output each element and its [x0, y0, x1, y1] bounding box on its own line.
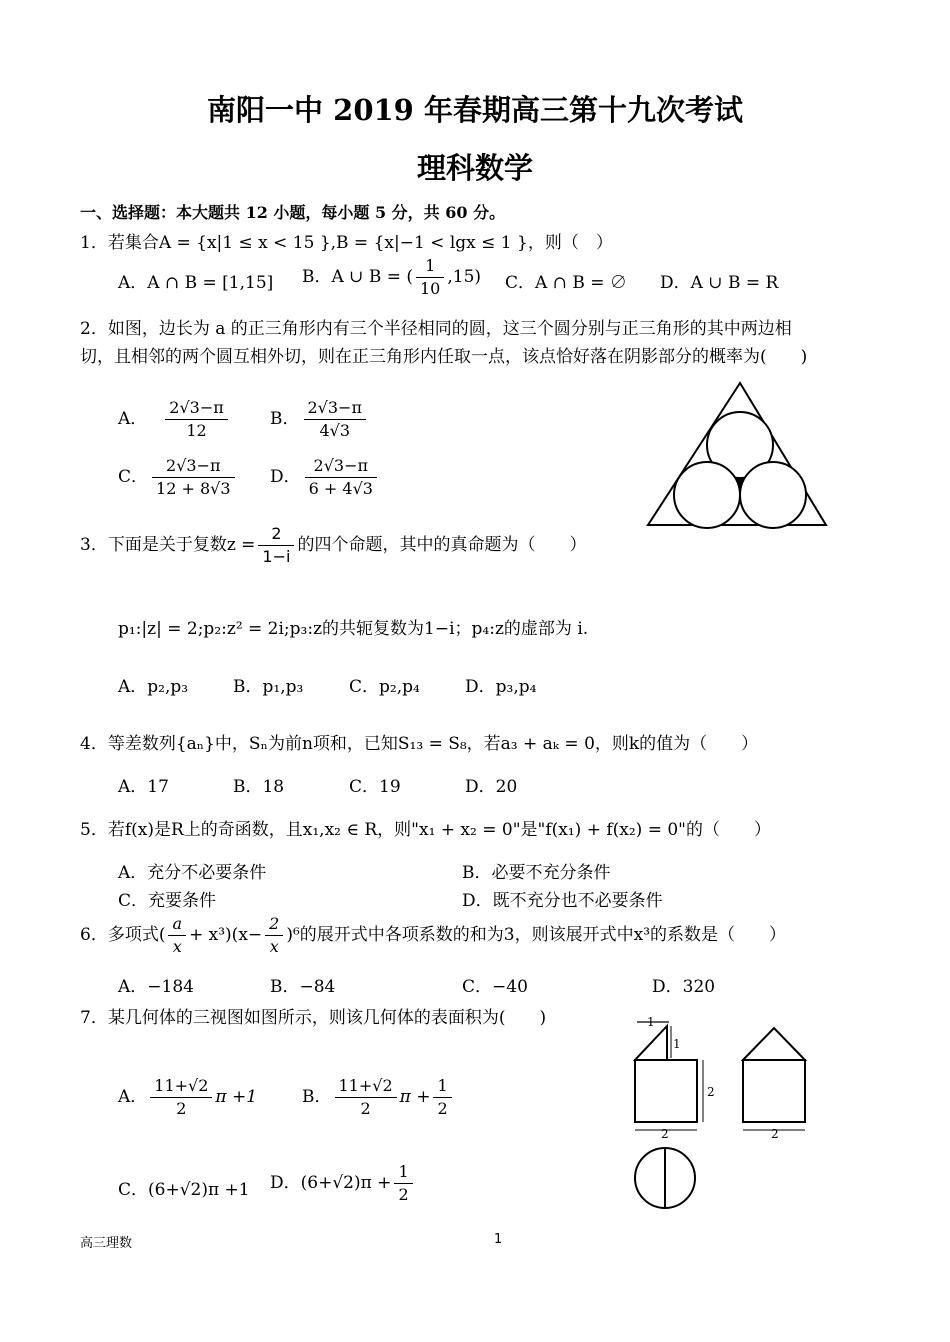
dim-top-width: 1: [647, 1015, 655, 1029]
q2-option-d: D． $\frac{2√3-\pi}{6 + 4√3}$: [270, 456, 380, 499]
q5-option-b: B．必要不充分条件: [462, 863, 611, 883]
circle-right: [740, 462, 806, 528]
q3-option-b: B．p₁,p₃: [233, 677, 304, 697]
page-title: 南阳一中 2019 年春期高三第十九次考试: [207, 93, 743, 127]
q3-option-a: A．p₂,p₃: [118, 677, 189, 697]
q1-option-b: B．A ∪ B = ( $\frac{1}{10}$ ,15): [302, 256, 482, 298]
question-4-stem: 4．等差数列{aₙ}中，Sₙ为前n项和，已知S₁₃ = S₈，若a₃ + aₖ = 0，则k的值为（ ）: [80, 734, 759, 754]
q6-option-b: B．−84: [270, 977, 336, 997]
q6-option-a: A．−184: [118, 977, 194, 997]
question-2-line-1: 2．如图，边长为 a 的正三角形内有三个半径相同的圆，这三个圆分别与正三角形的其中两边相: [80, 319, 792, 339]
front-view: [635, 1022, 703, 1130]
footer-label: 高三理数: [80, 1236, 133, 1251]
dim-base-side: 2: [771, 1127, 779, 1141]
q1-option-c: C．A ∩ B = ∅: [505, 273, 627, 293]
q7-option-a: A． $\frac{11+√2}{2}$ π +1: [118, 1076, 258, 1118]
question-7-stem: 7．某几何体的三视图如图所示，则该几何体的表面积为( ): [80, 1008, 547, 1028]
triangle-circles-figure: [640, 380, 840, 530]
question-3-propositions: p₁:|z| = 2;p₂:z² = 2i;p₃:z的共轭复数为1−i；p₄:z的虚部为 i.: [118, 619, 589, 639]
q3-option-d: D．p₃,p₄: [465, 677, 537, 697]
page-subtitle: 理科数学: [416, 151, 533, 185]
q2-option-b: B． $\frac{2√3-\pi}{4√3}$: [270, 398, 369, 441]
q4-option-c: C．19: [349, 777, 401, 797]
question-3-stem: 3．下面是关于复数z = $\frac{2}{1-i}$ 的四个命题，其中的真命题为（ ）: [80, 524, 587, 566]
page-number: 1: [494, 1232, 503, 1247]
q7-option-d: D．(6+√2)π + $\frac{1}{2}$: [270, 1162, 416, 1205]
question-5-stem: 5．若f(x)是R上的奇函数，且x₁,x₂ ∈ R，则"x₁ + x₂ = 0"是"f(x₁) + f(x₂) = 0"的（ ）: [80, 820, 771, 840]
q1-option-a: A．A ∩ B = [1,15]: [118, 273, 274, 293]
top-view: [635, 1148, 695, 1208]
side-view: [743, 1028, 805, 1130]
q3-option-c: C．p₂,p₄: [349, 677, 420, 697]
three-view-figure: [625, 1012, 825, 1212]
question-6-stem: 6．多项式( $\frac{a}{x}$ + x³)(x− $\frac{2}{x}$ )⁶的展开式中各项系数的和为3，则该展开式中x³的系数是（ ）: [80, 914, 787, 956]
question-1-stem: 1．若集合A = {x|1 ≤ x < 15 },B = {x|−1 < lgx ≤ 1 }，则（ ）: [80, 233, 613, 253]
q4-option-a: A．17: [118, 777, 169, 797]
q5-option-c: C．充要条件: [118, 891, 217, 911]
q2-option-a: A． $\frac{2√3-\pi}{12}$: [118, 398, 231, 441]
q4-option-d: D．20: [465, 777, 518, 797]
circle-left: [674, 462, 740, 528]
q5-option-a: A．充分不必要条件: [118, 863, 267, 883]
q2-option-c: C． $\frac{2√3-\pi}{12 + 8√3}$: [118, 456, 238, 499]
q4-option-b: B．18: [233, 777, 285, 797]
q1-option-d: D．A ∪ B = R: [660, 273, 779, 293]
dim-base-front: 2: [661, 1127, 669, 1141]
dim-top-height: 1: [673, 1037, 681, 1051]
dim-side-height: 2: [707, 1085, 715, 1099]
question-2-line-2: 切，且相邻的两个圆互相外切，则在正三角形内任取一点，该点恰好落在阴影部分的概率为( ): [80, 347, 808, 367]
q7-option-b: B． $\frac{11+√2}{2}$ π + $\frac{1}{2}$: [302, 1076, 455, 1119]
q6-option-d: D．320: [652, 977, 716, 997]
q7-option-c: C．(6+√2)π +1: [118, 1180, 250, 1200]
q5-option-d: D．既不充分也不必要条件: [462, 891, 663, 911]
section-heading: 一、选择题：本大题共 12 小题，每小题 5 分，共 60 分。: [80, 203, 506, 222]
q6-option-c: C．−40: [462, 977, 528, 997]
